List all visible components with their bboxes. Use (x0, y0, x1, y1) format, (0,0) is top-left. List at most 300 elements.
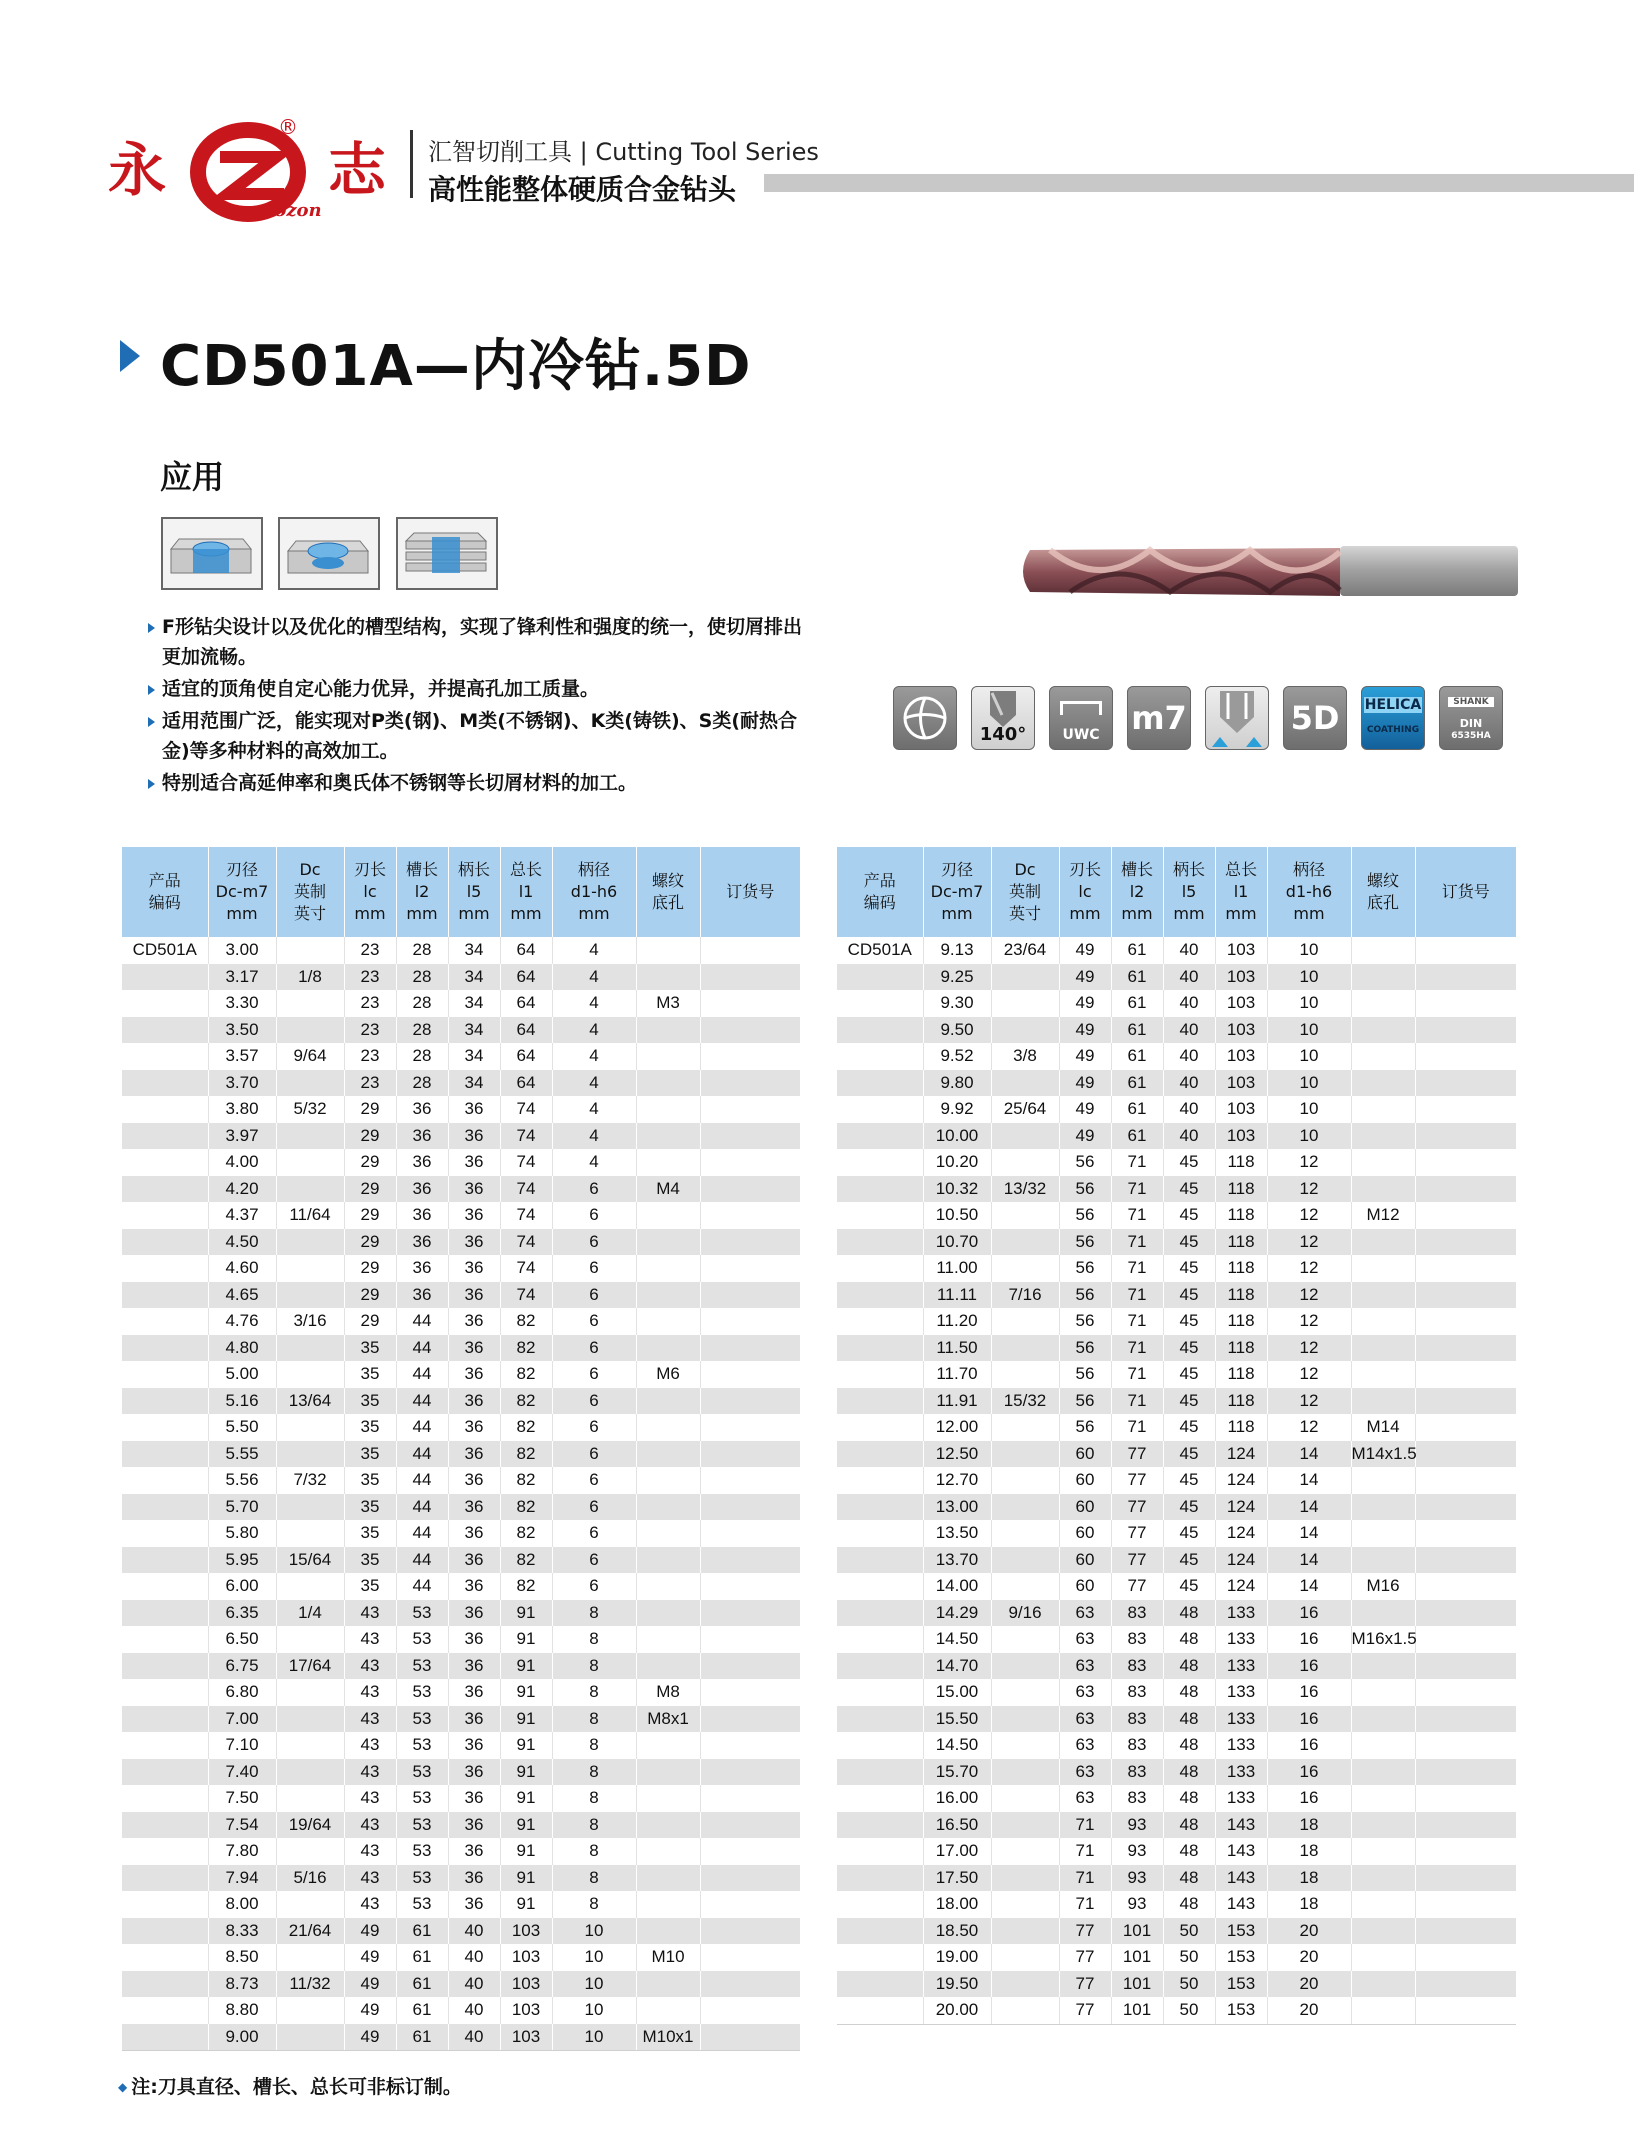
cell-thread-hole (636, 1838, 700, 1865)
cell-lc: 43 (344, 1706, 396, 1733)
cell-product-code (837, 1282, 923, 1309)
cell-dc-inch: 21/64 (276, 1918, 344, 1945)
cell-thread-hole (636, 1017, 700, 1044)
cell-dc-mm: 10.32 (923, 1176, 991, 1203)
cell-l1: 118 (1215, 1388, 1267, 1415)
cell-l5: 40 (1163, 964, 1215, 991)
cell-dc-inch (276, 1997, 344, 2024)
cell-l2: 93 (1111, 1838, 1163, 1865)
cell-l5: 40 (448, 1997, 500, 2024)
cozon-logo (108, 112, 398, 222)
cell-lc: 60 (1059, 1441, 1111, 1468)
cell-l1: 103 (1215, 990, 1267, 1017)
cell-l1: 103 (500, 1971, 552, 1998)
cell-d1: 8 (552, 1812, 636, 1839)
cell-l5: 40 (1163, 990, 1215, 1017)
cell-l5: 48 (1163, 1732, 1215, 1759)
cell-d1: 4 (552, 1043, 636, 1070)
cell-dc-inch (991, 1547, 1059, 1574)
cell-lc: 56 (1059, 1388, 1111, 1415)
table-row (122, 1441, 800, 1468)
cell-d1: 6 (552, 1255, 636, 1282)
stacked-plate-icon (396, 517, 498, 590)
cell-lc: 49 (1059, 964, 1111, 991)
cell-dc-inch (991, 1335, 1059, 1362)
cell-dc-mm: 14.00 (923, 1573, 991, 1600)
cell-l2: 101 (1111, 1918, 1163, 1945)
cell-dc-mm: 6.80 (208, 1679, 276, 1706)
cell-dc-inch (276, 1732, 344, 1759)
cell-l1: 74 (500, 1123, 552, 1150)
cell-d1: 12 (1267, 1388, 1351, 1415)
cell-d1: 10 (1267, 964, 1351, 991)
cell-l2: 44 (396, 1573, 448, 1600)
cell-d1: 16 (1267, 1626, 1351, 1653)
cell-l5: 45 (1163, 1176, 1215, 1203)
registered-mark: ® (278, 115, 298, 139)
cell-product-code (837, 1785, 923, 1812)
cell-product-code (837, 1865, 923, 1892)
cell-order-no (1415, 1335, 1516, 1362)
table-row (122, 1838, 800, 1865)
table-header-row (837, 847, 1516, 937)
cell-l1: 133 (1215, 1706, 1267, 1733)
cell-product-code (122, 1785, 208, 1812)
cell-l1: 64 (500, 937, 552, 964)
cell-l5: 40 (448, 1971, 500, 1998)
cell-l1: 103 (1215, 964, 1267, 991)
cell-l1: 133 (1215, 1600, 1267, 1627)
table-row (122, 1308, 800, 1335)
cell-dc-inch (991, 1918, 1059, 1945)
column-header-dc-mm: 刃径 Dc-m7 mm (208, 847, 276, 937)
cell-dc-inch (276, 1255, 344, 1282)
cell-l2: 36 (396, 1202, 448, 1229)
cell-dc-inch (991, 1361, 1059, 1388)
cell-l5: 48 (1163, 1891, 1215, 1918)
table-row (122, 1149, 800, 1176)
table-row (122, 1573, 800, 1600)
cell-order-no (700, 1414, 800, 1441)
cell-l1: 82 (500, 1494, 552, 1521)
cell-order-no (700, 1785, 800, 1812)
cell-l5: 45 (1163, 1520, 1215, 1547)
cell-order-no (700, 1255, 800, 1282)
cell-thread-hole (1351, 990, 1415, 1017)
cell-dc-inch (991, 1785, 1059, 1812)
cell-product-code (122, 964, 208, 991)
cell-order-no (1415, 1388, 1516, 1415)
cell-l1: 118 (1215, 1255, 1267, 1282)
cell-dc-mm: 9.25 (923, 964, 991, 991)
cell-l2: 77 (1111, 1547, 1163, 1574)
cell-l2: 28 (396, 1043, 448, 1070)
cell-d1: 12 (1267, 1202, 1351, 1229)
cell-lc: 35 (344, 1494, 396, 1521)
bullet-item: 特别适合高延伸率和奥氏体不锈钢等长切屑材料的加工。 (148, 768, 808, 798)
cell-dc-inch (991, 1414, 1059, 1441)
cell-l5: 34 (448, 990, 500, 1017)
cell-lc: 29 (344, 1282, 396, 1309)
cell-l2: 71 (1111, 1308, 1163, 1335)
cell-thread-hole (1351, 1997, 1415, 2024)
cell-l5: 36 (448, 1865, 500, 1892)
cell-thread-hole: M3 (636, 990, 700, 1017)
cell-lc: 35 (344, 1414, 396, 1441)
cell-l1: 82 (500, 1520, 552, 1547)
cell-dc-mm: 3.17 (208, 964, 276, 991)
cell-product-code (837, 1441, 923, 1468)
cell-thread-hole (1351, 1494, 1415, 1521)
feature-icons (893, 686, 1503, 752)
cell-product-code (122, 1626, 208, 1653)
column-header-order-no: 订货号 (700, 847, 800, 937)
cell-thread-hole (1351, 1282, 1415, 1309)
cell-l1: 124 (1215, 1520, 1267, 1547)
cell-product-code (837, 1361, 923, 1388)
cell-product-code (837, 1944, 923, 1971)
cell-dc-inch (991, 1944, 1059, 1971)
cell-order-no (1415, 1520, 1516, 1547)
cell-l1: 91 (500, 1812, 552, 1839)
cell-product-code (122, 1891, 208, 1918)
cell-l2: 44 (396, 1414, 448, 1441)
shank-label: SHANK (1448, 697, 1494, 707)
cell-l2: 36 (396, 1096, 448, 1123)
spec-table-left (122, 847, 800, 2051)
cell-dc-inch: 3/16 (276, 1308, 344, 1335)
cell-order-no (1415, 1441, 1516, 1468)
cell-dc-inch: 7/16 (991, 1282, 1059, 1309)
table-row (837, 1918, 1516, 1945)
cell-l5: 45 (1163, 1494, 1215, 1521)
cell-d1: 16 (1267, 1653, 1351, 1680)
bullet-item: 适用范围广泛，能实现对P类(钢)、M类(不锈钢)、K类(铸铁)、S类(耐热合金)等多种材料的高效加工。 (148, 706, 808, 766)
cell-dc-inch (276, 1626, 344, 1653)
cell-d1: 14 (1267, 1573, 1351, 1600)
cell-l5: 40 (448, 1918, 500, 1945)
cell-lc: 49 (344, 1944, 396, 1971)
cell-product-code (122, 1838, 208, 1865)
cell-d1: 10 (552, 1944, 636, 1971)
table-row (122, 1732, 800, 1759)
cell-l5: 48 (1163, 1679, 1215, 1706)
cell-product-code (837, 1997, 923, 2024)
cell-l2: 71 (1111, 1282, 1163, 1309)
cell-order-no (1415, 1679, 1516, 1706)
cell-d1: 6 (552, 1467, 636, 1494)
cell-dc-mm: 4.00 (208, 1149, 276, 1176)
cell-l1: 82 (500, 1467, 552, 1494)
cell-product-code (122, 1944, 208, 1971)
cell-l2: 44 (396, 1441, 448, 1468)
cell-product-code (122, 1653, 208, 1680)
series-line: 汇智切削工具 | Cutting Tool Series (428, 138, 819, 166)
cell-l2: 77 (1111, 1467, 1163, 1494)
cell-order-no (700, 1441, 800, 1468)
cell-l2: 83 (1111, 1759, 1163, 1786)
cell-l1: 103 (500, 2024, 552, 2051)
cell-order-no (700, 1759, 800, 1786)
cell-order-no (700, 1706, 800, 1733)
cell-l2: 28 (396, 1070, 448, 1097)
cell-thread-hole (636, 1520, 700, 1547)
cell-dc-inch: 15/32 (991, 1388, 1059, 1415)
table-row (837, 1997, 1516, 2024)
cell-l1: 124 (1215, 1547, 1267, 1574)
cell-thread-hole (636, 1202, 700, 1229)
cell-dc-inch (276, 937, 344, 964)
cell-l5: 40 (448, 1944, 500, 1971)
cell-d1: 6 (552, 1520, 636, 1547)
cell-l5: 34 (448, 937, 500, 964)
cell-order-no (700, 1467, 800, 1494)
cell-l5: 36 (448, 1335, 500, 1362)
cell-lc: 49 (344, 1918, 396, 1945)
cell-d1: 12 (1267, 1282, 1351, 1309)
cell-product-code (122, 1176, 208, 1203)
cell-product-code (122, 1123, 208, 1150)
cell-l5: 36 (448, 1547, 500, 1574)
cell-dc-mm: 14.50 (923, 1732, 991, 1759)
cell-order-no (1415, 1414, 1516, 1441)
cell-product-code (837, 964, 923, 991)
cell-l2: 71 (1111, 1229, 1163, 1256)
cell-d1: 4 (552, 964, 636, 991)
cell-l2: 53 (396, 1706, 448, 1733)
cell-dc-mm: 17.00 (923, 1838, 991, 1865)
table-row (122, 1759, 800, 1786)
cell-dc-mm: 11.50 (923, 1335, 991, 1362)
cell-thread-hole: M12 (1351, 1202, 1415, 1229)
cell-thread-hole (636, 1282, 700, 1309)
table-row (122, 1467, 800, 1494)
column-header-l2: 槽长 l2 mm (396, 847, 448, 937)
product-category: 高性能整体硬质合金钻头 (428, 173, 737, 206)
cell-dc-mm: 5.56 (208, 1467, 276, 1494)
cell-dc-inch: 19/64 (276, 1812, 344, 1839)
table-row (122, 2024, 800, 2051)
cell-dc-inch (991, 1123, 1059, 1150)
cell-order-no (1415, 1070, 1516, 1097)
cell-l1: 133 (1215, 1653, 1267, 1680)
cell-lc: 49 (344, 1997, 396, 2024)
cell-dc-inch: 25/64 (991, 1096, 1059, 1123)
table-row (837, 1308, 1516, 1335)
cell-product-code (122, 1812, 208, 1839)
cell-lc: 29 (344, 1176, 396, 1203)
cell-product-code (837, 1706, 923, 1733)
cell-l2: 101 (1111, 1997, 1163, 2024)
cell-l2: 36 (396, 1282, 448, 1309)
cell-dc-mm: 10.20 (923, 1149, 991, 1176)
cell-l1: 91 (500, 1865, 552, 1892)
cell-product-code (837, 1017, 923, 1044)
cell-d1: 6 (552, 1176, 636, 1203)
cell-dc-inch (991, 1494, 1059, 1521)
cell-product-code (837, 1467, 923, 1494)
table-row (122, 1785, 800, 1812)
cell-l1: 124 (1215, 1573, 1267, 1600)
shank-std-2: 6535HA (1451, 731, 1491, 741)
cell-order-no (700, 937, 800, 964)
cell-l2: 61 (1111, 990, 1163, 1017)
feature-bullets (148, 612, 808, 800)
cell-dc-inch (276, 1785, 344, 1812)
cell-d1: 16 (1267, 1732, 1351, 1759)
cell-dc-mm: 4.50 (208, 1229, 276, 1256)
cell-product-code (837, 1043, 923, 1070)
cell-order-no (700, 1653, 800, 1680)
table-row (122, 1891, 800, 1918)
cell-l1: 124 (1215, 1441, 1267, 1468)
cell-l1: 133 (1215, 1785, 1267, 1812)
table-row (122, 1997, 800, 2024)
cell-dc-inch (991, 1467, 1059, 1494)
cell-l5: 40 (1163, 937, 1215, 964)
table-row (122, 1865, 800, 1892)
cell-l5: 36 (448, 1441, 500, 1468)
cell-thread-hole (1351, 1308, 1415, 1335)
cell-dc-inch (991, 1017, 1059, 1044)
cell-dc-inch: 1/8 (276, 964, 344, 991)
cell-l5: 36 (448, 1149, 500, 1176)
cell-thread-hole (1351, 964, 1415, 991)
cell-order-no (1415, 1547, 1516, 1574)
cell-lc: 63 (1059, 1600, 1111, 1627)
cell-l2: 36 (396, 1149, 448, 1176)
cell-product-code (837, 1759, 923, 1786)
table-row (122, 1414, 800, 1441)
cell-order-no (1415, 1255, 1516, 1282)
cell-order-no (1415, 1865, 1516, 1892)
cell-order-no (1415, 1918, 1516, 1945)
cell-dc-inch (991, 1653, 1059, 1680)
cell-order-no (700, 1388, 800, 1415)
cell-dc-mm: 13.70 (923, 1547, 991, 1574)
table-row (837, 1070, 1516, 1097)
cell-l1: 153 (1215, 1997, 1267, 2024)
cell-dc-mm: 18.50 (923, 1918, 991, 1945)
cell-l5: 48 (1163, 1838, 1215, 1865)
cell-l1: 103 (1215, 1017, 1267, 1044)
cell-l1: 64 (500, 1043, 552, 1070)
table-row (837, 1759, 1516, 1786)
cell-l1: 74 (500, 1096, 552, 1123)
cell-l2: 36 (396, 1176, 448, 1203)
cell-l5: 48 (1163, 1812, 1215, 1839)
cell-lc: 43 (344, 1732, 396, 1759)
cell-dc-mm: 14.29 (923, 1600, 991, 1627)
cell-l5: 36 (448, 1573, 500, 1600)
cell-order-no (1415, 1149, 1516, 1176)
cell-l5: 50 (1163, 1971, 1215, 1998)
cell-lc: 23 (344, 937, 396, 964)
cell-order-no (1415, 1202, 1516, 1229)
cell-thread-hole (1351, 1891, 1415, 1918)
cell-l5: 34 (448, 964, 500, 991)
cell-order-no (1415, 1043, 1516, 1070)
cell-thread-hole (1351, 1812, 1415, 1839)
cell-product-code (122, 1918, 208, 1945)
cell-d1: 18 (1267, 1865, 1351, 1892)
cell-l5: 50 (1163, 1944, 1215, 1971)
cell-thread-hole (636, 1070, 700, 1097)
cell-order-no (1415, 937, 1516, 964)
cell-d1: 10 (1267, 1123, 1351, 1150)
cell-product-code (122, 1202, 208, 1229)
cell-d1: 14 (1267, 1441, 1351, 1468)
cell-d1: 4 (552, 1070, 636, 1097)
cell-product-code (837, 1202, 923, 1229)
cell-thread-hole (636, 1229, 700, 1256)
cell-d1: 4 (552, 990, 636, 1017)
cell-dc-mm: 16.00 (923, 1785, 991, 1812)
cell-l1: 118 (1215, 1308, 1267, 1335)
cell-dc-inch (276, 1573, 344, 1600)
cell-l1: 153 (1215, 1944, 1267, 1971)
cell-dc-mm: 7.10 (208, 1732, 276, 1759)
cell-thread-hole: M16x1.5 (1351, 1626, 1415, 1653)
cell-l2: 101 (1111, 1971, 1163, 1998)
cell-l2: 61 (1111, 1123, 1163, 1150)
cell-lc: 63 (1059, 1679, 1111, 1706)
cell-l1: 82 (500, 1441, 552, 1468)
tolerance-icon (1127, 686, 1191, 750)
cell-l2: 71 (1111, 1176, 1163, 1203)
cell-l2: 93 (1111, 1865, 1163, 1892)
cell-l2: 36 (396, 1229, 448, 1256)
cell-d1: 8 (552, 1732, 636, 1759)
cell-dc-mm: 7.80 (208, 1838, 276, 1865)
coating-label: COATHING (1366, 725, 1420, 735)
cell-dc-inch (991, 1891, 1059, 1918)
cell-order-no (1415, 1838, 1516, 1865)
cell-thread-hole (636, 1149, 700, 1176)
cell-dc-inch (991, 1812, 1059, 1839)
cell-dc-mm: 17.50 (923, 1865, 991, 1892)
cell-l5: 45 (1163, 1282, 1215, 1309)
cell-thread-hole (1351, 1361, 1415, 1388)
cell-dc-mm: 19.00 (923, 1944, 991, 1971)
column-header-lc: 刃长 lc mm (1059, 847, 1111, 937)
cell-lc: 29 (344, 1255, 396, 1282)
cell-l1: 103 (1215, 937, 1267, 964)
cell-dc-mm: 8.33 (208, 1918, 276, 1945)
cell-dc-inch (991, 1441, 1059, 1468)
cell-lc: 35 (344, 1573, 396, 1600)
tolerance-label: m7 (1131, 699, 1187, 737)
table-row (837, 1547, 1516, 1574)
cell-l5: 40 (1163, 1123, 1215, 1150)
cell-dc-mm: 6.00 (208, 1573, 276, 1600)
column-header-order-no: 订货号 (1415, 847, 1516, 937)
spec-table-right (837, 847, 1516, 2025)
cell-dc-mm: 7.94 (208, 1865, 276, 1892)
cell-product-code (122, 1149, 208, 1176)
cell-l2: 44 (396, 1388, 448, 1415)
cell-dc-inch (276, 1759, 344, 1786)
cell-product-code (122, 1600, 208, 1627)
cell-l2: 61 (1111, 1096, 1163, 1123)
cell-dc-inch (276, 1706, 344, 1733)
cell-l1: 64 (500, 964, 552, 991)
cell-d1: 6 (552, 1547, 636, 1574)
table-row (837, 1335, 1516, 1362)
cell-order-no (1415, 1785, 1516, 1812)
cell-dc-inch: 23/64 (991, 937, 1059, 964)
cell-dc-mm: 3.70 (208, 1070, 276, 1097)
